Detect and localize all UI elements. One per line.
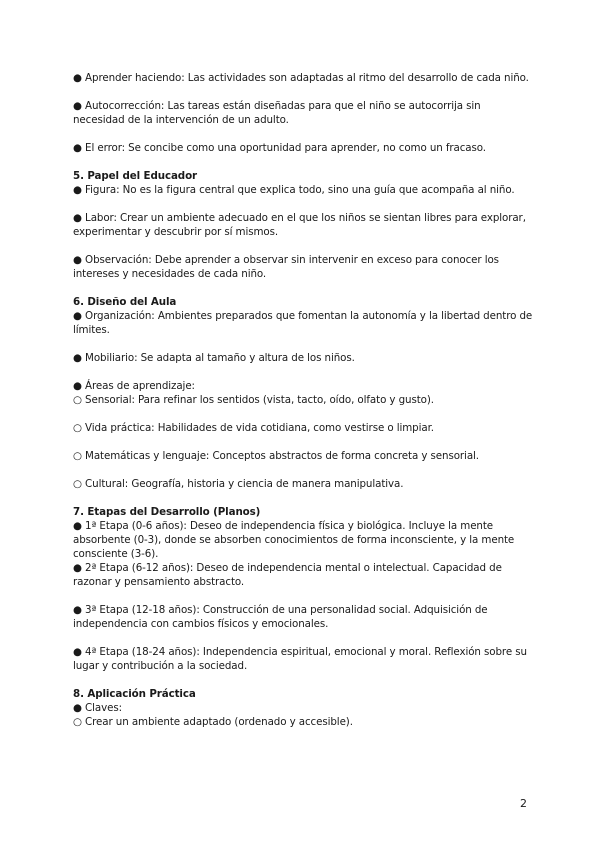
section-heading: 8. Aplicación Práctica xyxy=(73,688,196,700)
paragraph-spacer xyxy=(73,463,533,477)
paragraph-spacer xyxy=(73,239,533,253)
list-item: ● Organización: Ambientes preparados que fomentan la autonomía y la libertad dentro de límites. xyxy=(73,310,533,336)
paragraph-spacer xyxy=(73,407,533,421)
list-item: ● Claves: xyxy=(73,702,122,714)
list-item: ● Labor: Crear un ambiente adecuado en el que los niños se sientan libres para explorar, experimentar y descubrir por sí mismos. xyxy=(73,212,526,238)
document-body xyxy=(73,71,533,729)
list-item: ○ Sensorial: Para refinar los sentidos (vista, tacto, oído, olfato y gusto). xyxy=(73,394,434,406)
list-item: ● 4ª Etapa (18-24 años): Independencia espiritual, emocional y moral. Reflexión sobre su lugar y contribución a la sociedad. xyxy=(73,646,527,672)
list-item: ● Autocorrección: Las tareas están diseñadas para que el niño se autocorrija sin necesidad de la intervención de un adulto. xyxy=(73,100,481,126)
list-item: ● 1ª Etapa (0-6 años): Deseo de independencia física y biológica. Incluye la mente absorbente (0-3), donde se absorben conocimientos de forma inconsciente, y la mente consciente (3-6). xyxy=(73,520,515,560)
list-item: ○ Cultural: Geografía, historia y ciencia de manera manipulativa. xyxy=(73,478,404,490)
paragraph-spacer xyxy=(73,281,533,295)
section-heading: 5. Papel del Educador xyxy=(73,170,198,182)
paragraph-spacer xyxy=(73,673,533,687)
paragraph-spacer xyxy=(73,491,533,505)
list-item: ○ Vida práctica: Habilidades de vida cotidiana, como vestirse o limpiar. xyxy=(73,422,434,434)
paragraph-spacer xyxy=(73,365,533,379)
paragraph-spacer xyxy=(73,197,533,211)
list-item: ● Observación: Debe aprender a observar sin intervenir en exceso para conocer los intereses y necesidades de cada niño. xyxy=(73,254,499,280)
list-item: ○ Crear un ambiente adaptado (ordenado y accesible). xyxy=(73,716,353,728)
list-item: ● Figura: No es la figura central que explica todo, sino una guía que acompaña al niño. xyxy=(73,184,515,196)
section-heading: 6. Diseño del Aula xyxy=(73,296,177,308)
list-item: ● Áreas de aprendizaje: xyxy=(73,380,195,392)
paragraph-spacer xyxy=(73,631,533,645)
paragraph-spacer xyxy=(73,155,533,169)
paragraph-spacer xyxy=(73,85,533,99)
list-item: ● El error: Se concibe como una oportunidad para aprender, no como un fracaso. xyxy=(73,142,486,154)
paragraph-spacer xyxy=(73,589,533,603)
list-item: ● Aprender haciendo: Las actividades son adaptadas al ritmo del desarrollo de cada niño. xyxy=(73,72,529,84)
paragraph-spacer xyxy=(73,337,533,351)
list-item: ● 2ª Etapa (6-12 años): Deseo de independencia mental o intelectual. Capacidad de razonar y pensamiento abstracto. xyxy=(73,562,502,588)
paragraph-spacer xyxy=(73,127,533,141)
list-item: ● 3ª Etapa (12-18 años): Construcción de una personalidad social. Adquisición de independencia con cambios físicos y emocionales. xyxy=(73,604,488,630)
list-item: ○ Matemáticas y lenguaje: Conceptos abstractos de forma concreta y sensorial. xyxy=(73,450,479,462)
paragraph-spacer xyxy=(73,435,533,449)
list-item: ● Mobiliario: Se adapta al tamaño y altura de los niños. xyxy=(73,352,355,364)
section-heading: 7. Etapas del Desarrollo (Planos) xyxy=(73,506,261,518)
page-number: 2 xyxy=(520,797,527,810)
